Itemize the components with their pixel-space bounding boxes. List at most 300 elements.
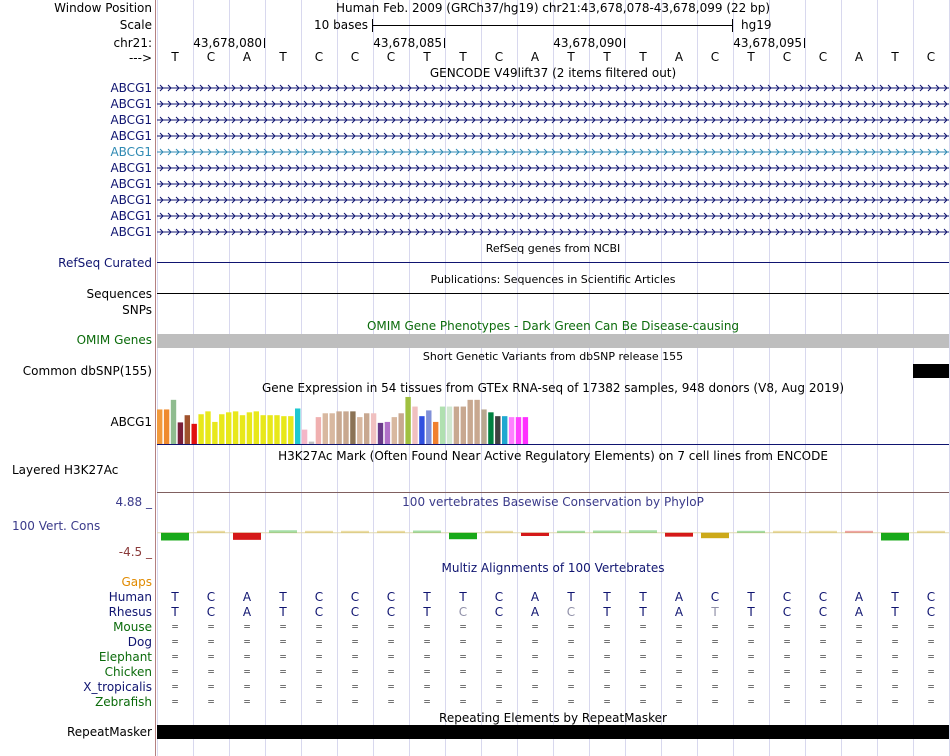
gencode-transcript-label[interactable]: ABCG1 [110, 97, 152, 111]
sequence-base: C [926, 50, 936, 64]
multiz-base: T [603, 590, 611, 604]
multiz-base: = [315, 680, 323, 693]
multiz-base: = [891, 650, 899, 663]
phylop-score-bar[interactable] [269, 530, 297, 533]
gtex-tissue-bar[interactable] [316, 417, 321, 444]
multiz-base: C [314, 605, 324, 619]
multiz-base: = [711, 665, 719, 678]
multiz-base: = [819, 650, 827, 663]
publications-track-title[interactable]: Publications: Sequences in Scientific Articles [430, 273, 676, 286]
multiz-base: = [387, 665, 395, 678]
gencode-transcript-feature[interactable] [157, 131, 949, 141]
scale-bar-right-tick [732, 19, 733, 32]
phylop-label[interactable]: 100 Vert. Cons [12, 519, 101, 533]
gtex-tissue-bar[interactable] [295, 408, 300, 444]
phylop-score-bar[interactable] [701, 533, 729, 538]
multiz-base: = [207, 695, 215, 708]
multiz-base: C [494, 605, 504, 619]
gtex-tissue-bar[interactable] [461, 407, 466, 444]
multiz-base: = [387, 650, 395, 663]
gencode-transcript-label[interactable]: ABCG1 [110, 113, 152, 127]
phylop-score-bar[interactable] [881, 533, 909, 541]
assembly-position-title[interactable]: Human Feb. 2009 (GRCh37/hg19) chr21:43,678,078-43,678,099 (22 bp) [335, 1, 770, 15]
repeatmasker-track-title[interactable]: Repeating Elements by RepeatMasker [439, 711, 667, 725]
multiz-base: = [783, 650, 791, 663]
sequence-base: T [891, 50, 899, 64]
gtex-tissue-bar[interactable] [274, 415, 279, 444]
multiz-base: = [567, 695, 575, 708]
dna-sequence-row[interactable] [157, 50, 949, 64]
multiz-base: = [351, 665, 359, 678]
multiz-base: = [387, 680, 395, 693]
multiz-base: A [242, 605, 252, 619]
sequence-base: T [639, 50, 647, 64]
multiz-base: = [891, 680, 899, 693]
multiz-base: = [207, 620, 215, 633]
gtex-tissue-bar[interactable] [330, 413, 335, 444]
gtex-tissue-bar[interactable] [454, 407, 459, 444]
sequence-base: A [242, 50, 252, 64]
gtex-tissue-bar[interactable] [205, 411, 210, 444]
gtex-tissue-bar[interactable] [523, 417, 528, 444]
multiz-base: = [567, 665, 575, 678]
dbsnp-variant[interactable] [913, 364, 949, 378]
omim-label[interactable]: OMIM Genes [76, 333, 152, 347]
sequence-base: A [530, 50, 540, 64]
phylop-track-title[interactable]: 100 vertebrates Basewise Conservation by PhyloP [402, 495, 704, 509]
gtex-tissue-bar[interactable] [240, 415, 245, 444]
multiz-base: = [351, 680, 359, 693]
multiz-base: = [207, 665, 215, 678]
phylop-score-bar[interactable] [305, 531, 333, 533]
gtex-tissue-bar[interactable] [405, 397, 410, 444]
gtex-tissue-bar[interactable] [247, 412, 252, 444]
multiz-base: = [747, 650, 755, 663]
gtex-tissue-bar[interactable] [185, 415, 190, 444]
multiz-base: = [603, 680, 611, 693]
multiz-base: = [243, 665, 251, 678]
multiz-base: T [747, 590, 755, 604]
multiz-base: T [279, 605, 287, 619]
multiz-base: C [386, 590, 396, 604]
multiz-base: = [459, 650, 467, 663]
multiz-species-label[interactable]: Dog [127, 635, 152, 649]
omim-feature-bar[interactable] [157, 334, 949, 348]
gencode-transcript-feature[interactable] [157, 115, 949, 125]
multiz-base: = [747, 680, 755, 693]
phylop-score-bar[interactable] [629, 530, 657, 533]
multiz-base: = [279, 695, 287, 708]
multiz-species-label[interactable]: Mouse [113, 620, 152, 634]
gencode-transcript-feature[interactable] [157, 195, 949, 205]
multiz-base: = [819, 635, 827, 648]
multiz-base: = [855, 620, 863, 633]
multiz-base: = [639, 620, 647, 633]
multiz-base: = [387, 620, 395, 633]
gencode-transcript-label[interactable]: ABCG1 [110, 193, 152, 207]
phylop-score-bar[interactable] [485, 531, 513, 533]
multiz-base: = [639, 650, 647, 663]
gtex-tissue-bar[interactable] [378, 423, 383, 444]
multiz-base: = [567, 680, 575, 693]
multiz-base: A [242, 590, 252, 604]
gtex-tissue-bar[interactable] [399, 413, 404, 444]
sequence-base: C [386, 50, 396, 64]
multiz-base: = [711, 620, 719, 633]
multiz-base: = [423, 650, 431, 663]
multiz-base: T [639, 590, 647, 604]
gencode-transcript-label[interactable]: ABCG1 [110, 209, 152, 223]
multiz-base: C [314, 590, 324, 604]
sequence-base: A [674, 50, 684, 64]
phylop-min-label: -4.5 _ [118, 545, 152, 559]
phylop-score-bar[interactable] [557, 531, 585, 533]
multiz-base: = [639, 695, 647, 708]
scale-label: Scale [119, 18, 152, 32]
sequence-base: T [567, 50, 575, 64]
window-position-label: Window Position [54, 1, 152, 15]
multiz-base: = [531, 635, 539, 648]
multiz-base: = [675, 635, 683, 648]
gtex-tissue-bar[interactable] [323, 413, 328, 444]
sequence-base: C [206, 50, 216, 64]
multiz-base: = [495, 635, 503, 648]
phylop-score-bar[interactable] [773, 531, 801, 533]
multiz-base: = [279, 650, 287, 663]
gtex-tissue-bar[interactable] [440, 407, 445, 444]
gtex-tissue-bar[interactable] [171, 400, 176, 444]
multiz-base: C [926, 605, 936, 619]
multiz-base: T [459, 590, 467, 604]
multiz-base: A [674, 605, 684, 619]
gencode-transcript-feature[interactable] [157, 83, 949, 93]
gtex-tissue-bar[interactable] [212, 422, 217, 444]
gtex-tissue-bar[interactable] [474, 400, 479, 444]
gtex-tissue-bar[interactable] [516, 417, 521, 444]
gencode-transcript-label[interactable]: ABCG1 [110, 161, 152, 175]
multiz-base: = [855, 695, 863, 708]
multiz-base: = [171, 695, 179, 708]
h3k27ac-baseline [157, 492, 949, 493]
multiz-base: = [855, 680, 863, 693]
scale-bar [157, 17, 949, 33]
multiz-base: = [423, 680, 431, 693]
gencode-transcript-feature[interactable] [157, 163, 949, 173]
multiz-base: = [603, 695, 611, 708]
multiz-base: = [171, 680, 179, 693]
phylop-score-bar[interactable] [449, 533, 477, 539]
multiz-species-label[interactable]: Human [108, 590, 152, 604]
scale-bar-line [372, 25, 732, 26]
multiz-base: T [891, 605, 899, 619]
repeatmasker-label[interactable]: RepeatMasker [66, 725, 152, 739]
gencode-transcript-feature[interactable] [157, 211, 949, 221]
sequence-base: C [782, 50, 792, 64]
multiz-base: = [351, 650, 359, 663]
gencode-transcript-label[interactable]: ABCG1 [110, 145, 152, 159]
multiz-base: = [783, 620, 791, 633]
gtex-tissue-bar[interactable] [502, 416, 507, 444]
multiz-base: = [207, 680, 215, 693]
multiz-base: C [818, 605, 828, 619]
multiz-base: = [927, 650, 935, 663]
multiz-base: = [387, 635, 395, 648]
gencode-transcript-feature[interactable] [157, 147, 949, 157]
gtex-tissue-bar[interactable] [254, 411, 259, 444]
multiz-base: = [927, 635, 935, 648]
h3k27ac-track-title[interactable]: H3K27Ac Mark (Often Found Near Active Regulatory Elements) on 7 cell lines from ENCODE [278, 449, 828, 463]
multiz-track-title[interactable]: Multiz Alignments of 100 Vertebrates [441, 561, 665, 575]
gtex-tissue-bar[interactable] [371, 413, 376, 444]
multiz-base: = [819, 620, 827, 633]
multiz-base: = [747, 620, 755, 633]
multiz-base: C [566, 605, 576, 619]
phylop-score-bar[interactable] [233, 533, 261, 540]
multiz-base: = [783, 665, 791, 678]
gencode-transcript-label[interactable]: ABCG1 [110, 177, 152, 191]
gencode-transcript-label[interactable]: ABCG1 [110, 129, 152, 143]
multiz-base: T [423, 605, 431, 619]
multiz-base: = [891, 620, 899, 633]
gtex-tissue-bar[interactable] [433, 422, 438, 444]
phylop-score-bar[interactable] [161, 533, 189, 541]
position-tick [624, 38, 625, 48]
multiz-base: T [423, 590, 431, 604]
gtex-tissue-bar[interactable] [192, 424, 197, 444]
multiz-base: = [927, 665, 935, 678]
multiz-base: = [819, 680, 827, 693]
scale-bases-text: 10 bases [314, 18, 368, 32]
multiz-base: = [819, 665, 827, 678]
gtex-tissue-bar[interactable] [426, 410, 431, 444]
multiz-base: = [747, 635, 755, 648]
gtex-tissue-bar[interactable] [267, 415, 272, 444]
phylop-score-bar[interactable] [377, 531, 405, 533]
multiz-species-label[interactable]: Zebrafish [95, 695, 152, 709]
multiz-base: = [675, 665, 683, 678]
gtex-tissue-bar[interactable] [392, 417, 397, 444]
multiz-base: = [243, 650, 251, 663]
multiz-base: T [891, 590, 899, 604]
phylop-score-bar[interactable] [737, 531, 765, 533]
gtex-tissue-bar[interactable] [261, 415, 266, 444]
multiz-base: = [351, 635, 359, 648]
multiz-base: = [351, 695, 359, 708]
multiz-base: = [459, 680, 467, 693]
phylop-score-bar[interactable] [521, 533, 549, 536]
gtex-tissue-bar[interactable] [178, 422, 183, 444]
multiz-base: = [855, 650, 863, 663]
multiz-base: = [423, 695, 431, 708]
gtex-tissue-bar[interactable] [468, 400, 473, 444]
gtex-tissue-bar[interactable] [302, 430, 307, 444]
multiz-base: = [171, 620, 179, 633]
gtex-tissue-bar[interactable] [157, 409, 162, 444]
dbsnp-track-title[interactable]: Short Genetic Variants from dbSNP release 155 [422, 350, 684, 363]
multiz-base: = [315, 635, 323, 648]
multiz-base: A [530, 590, 540, 604]
multiz-base: T [747, 605, 755, 619]
gtex-tissue-bar[interactable] [233, 411, 238, 444]
multiz-base: = [675, 620, 683, 633]
multiz-base: = [459, 695, 467, 708]
multiz-base: = [675, 650, 683, 663]
gtex-tissue-bar[interactable] [509, 417, 514, 444]
sequence-base: T [747, 50, 755, 64]
multiz-base: = [531, 680, 539, 693]
gencode-transcript-label[interactable]: ABCG1 [110, 225, 152, 239]
gtex-tissue-bar[interactable] [281, 416, 286, 444]
multiz-base: = [279, 680, 287, 693]
position-ruler[interactable] [157, 35, 949, 51]
phylop-score-bar[interactable] [341, 531, 369, 533]
h3k27ac-label[interactable]: Layered H3K27Ac [12, 463, 119, 477]
multiz-base: = [783, 680, 791, 693]
multiz-base: = [423, 620, 431, 633]
sequence-base: C [314, 50, 324, 64]
repeatmasker-feature[interactable] [157, 725, 949, 739]
multiz-base: = [855, 635, 863, 648]
multiz-base: = [495, 620, 503, 633]
multiz-base: = [531, 695, 539, 708]
phylop-score-bar[interactable] [593, 531, 621, 533]
multiz-base: = [567, 650, 575, 663]
multiz-base: = [891, 695, 899, 708]
gtex-tissue-bar[interactable] [481, 409, 486, 444]
multiz-base: = [747, 665, 755, 678]
sequence-base: C [818, 50, 828, 64]
multiz-base: C [818, 590, 828, 604]
gencode-transcript-label[interactable]: ABCG1 [110, 81, 152, 95]
gtex-track-title[interactable]: Gene Expression in 54 tissues from GTEx RNA-seq of 17382 samples, 948 donors (V8, Aug 2019) [261, 381, 845, 395]
multiz-base: = [243, 695, 251, 708]
sequence-base: T [459, 50, 467, 64]
refseq-feature-line[interactable] [157, 262, 949, 263]
gtex-gene-label[interactable]: ABCG1 [110, 415, 152, 429]
multiz-base: T [639, 605, 647, 619]
sequence-base: C [350, 50, 360, 64]
multiz-base: = [243, 620, 251, 633]
multiz-base: = [675, 695, 683, 708]
multiz-base: T [171, 590, 179, 604]
refseq-track-title[interactable]: RefSeq genes from NCBI [485, 242, 621, 255]
multiz-base: C [350, 590, 360, 604]
phylop-max-label: 4.88 _ [115, 495, 152, 509]
multiz-base: = [207, 635, 215, 648]
position-tick-label: 43,678,085 [373, 36, 442, 50]
multiz-base: = [603, 635, 611, 648]
gencode-transcript-feature[interactable] [157, 99, 949, 109]
multiz-species-label[interactable]: Chicken [104, 665, 152, 679]
multiz-base: C [386, 605, 396, 619]
phylop-score-bar[interactable] [665, 533, 693, 537]
phylop-score-bar[interactable] [413, 531, 441, 533]
multiz-base: = [711, 695, 719, 708]
phylop-score-bar[interactable] [197, 531, 225, 533]
multiz-base: = [531, 650, 539, 663]
multiz-species-label[interactable]: Elephant [98, 650, 152, 664]
multiz-base: = [279, 635, 287, 648]
multiz-base: = [243, 680, 251, 693]
phylop-score-bar[interactable] [845, 531, 873, 533]
sequence-base: T [171, 50, 179, 64]
multiz-base: = [495, 695, 503, 708]
dbsnp-label[interactable]: Common dbSNP(155) [22, 364, 152, 378]
phylop-score-bar[interactable] [917, 531, 945, 533]
multiz-base: A [854, 590, 864, 604]
multiz-base: = [603, 665, 611, 678]
strand-label: ---> [128, 51, 152, 65]
phylop-graph[interactable] [157, 510, 949, 560]
gtex-tissue-bar[interactable] [447, 407, 452, 444]
multiz-base: = [495, 650, 503, 663]
phylop-score-bar[interactable] [809, 531, 837, 533]
gtex-tissue-bar[interactable] [164, 409, 169, 444]
multiz-base: = [891, 665, 899, 678]
gtex-tissue-bar[interactable] [495, 416, 500, 444]
multiz-base: = [279, 620, 287, 633]
multiz-base: C [206, 590, 216, 604]
sequences-label[interactable]: Sequences [86, 287, 152, 301]
multiz-base: = [531, 620, 539, 633]
gtex-bar-chart[interactable] [157, 395, 949, 445]
multiz-base: = [711, 635, 719, 648]
multiz-base: = [171, 635, 179, 648]
gtex-tissue-bar[interactable] [488, 412, 493, 444]
multiz-base: = [603, 620, 611, 633]
multiz-species-label[interactable]: Rhesus [108, 605, 152, 619]
gaps-label[interactable]: Gaps [121, 575, 152, 589]
gencode-transcript-feature[interactable] [157, 179, 949, 189]
multiz-base: = [207, 650, 215, 663]
multiz-base: = [567, 620, 575, 633]
multiz-species-label[interactable]: X_tropicalis [83, 680, 152, 694]
multiz-base: = [603, 650, 611, 663]
multiz-base: = [675, 680, 683, 693]
gtex-tissue-bar[interactable] [198, 414, 203, 444]
sequences-feature-line[interactable] [157, 293, 949, 294]
multiz-base: = [315, 665, 323, 678]
gtex-tissue-bar[interactable] [336, 411, 341, 444]
omim-track-title[interactable]: OMIM Gene Phenotypes - Dark Green Can Be Disease-causing [366, 319, 740, 333]
gtex-tissue-bar[interactable] [350, 411, 355, 444]
multiz-base: = [423, 635, 431, 648]
gtex-tissue-bar[interactable] [219, 414, 224, 444]
snps-label[interactable]: SNPs [122, 303, 152, 317]
multiz-base: = [927, 695, 935, 708]
multiz-base: = [711, 680, 719, 693]
position-tick [444, 38, 445, 48]
multiz-base: = [495, 665, 503, 678]
multiz-base: C [782, 605, 792, 619]
multiz-base: = [495, 680, 503, 693]
multiz-base: A [854, 605, 864, 619]
gtex-tissue-bar[interactable] [412, 407, 417, 444]
gtex-tissue-bar[interactable] [288, 416, 293, 444]
gencode-track-title[interactable]: GENCODE V49lift37 (2 items filtered out) [429, 66, 677, 80]
multiz-base: T [567, 590, 575, 604]
gtex-tissue-bar[interactable] [226, 412, 231, 444]
gtex-tissue-bar[interactable] [357, 417, 362, 444]
gtex-tissue-bar[interactable] [343, 411, 348, 444]
refseq-label[interactable]: RefSeq Curated [58, 256, 152, 270]
gtex-tissue-bar[interactable] [385, 422, 390, 444]
gtex-tissue-bar[interactable] [364, 413, 369, 444]
gencode-transcript-feature[interactable] [157, 227, 949, 237]
multiz-base: = [927, 680, 935, 693]
gtex-tissue-bar[interactable] [419, 416, 424, 444]
multiz-base: = [927, 620, 935, 633]
